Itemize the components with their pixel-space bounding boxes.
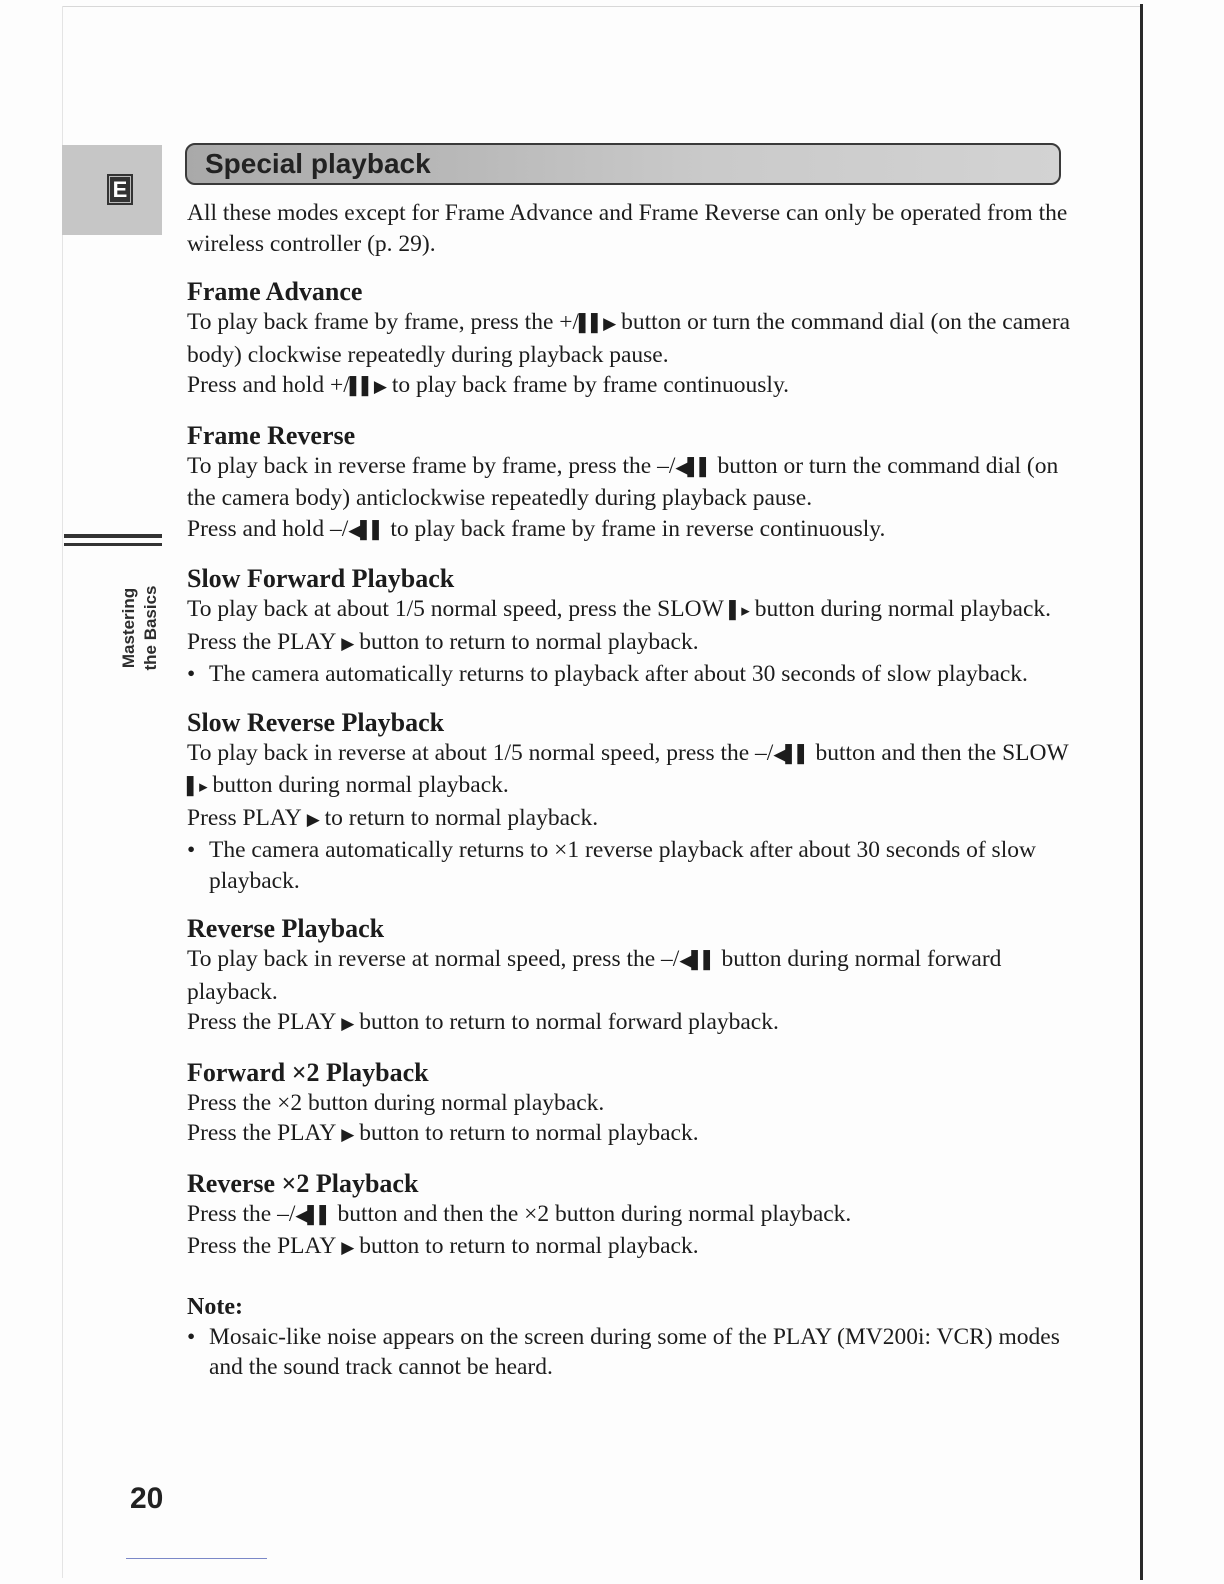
section-banner — [185, 143, 1061, 185]
section-frame-reverse — [187, 421, 1075, 547]
section-frame-advance — [187, 277, 1075, 403]
play-icon: ▶ — [341, 633, 354, 654]
slow-reverse-text: To play back in reverse at about 1/5 normal speed, press the –/◀▌▌ button and then the SLOW ▌▸ button during normal playback. — [187, 739, 1069, 798]
intro-text: All these modes except for Frame Advance and Frame Reverse can only be operated from the wireless controller (p. 29). — [187, 200, 1068, 257]
heading-frame-advance: Frame Advance — [187, 277, 363, 306]
chapter-label-line2: the Basics — [141, 585, 160, 671]
section-slow-forward — [187, 564, 1075, 690]
side-rule-top — [64, 534, 162, 538]
frame-reverse-hold-text: Press and hold –/◀▌▌ to play back frame by frame in reverse continuously. — [187, 515, 886, 542]
heading-reverse: Reverse Playback — [187, 914, 385, 943]
slow-icon: ▌▸ — [187, 777, 207, 797]
scan-left-edge — [62, 6, 63, 1578]
reverse-text: To play back in reverse at normal speed, press the –/◀▌▌ button during normal forward playback. — [187, 946, 1002, 1005]
heading-reverse-x2: Reverse ×2 Playback — [187, 1168, 419, 1198]
scan-right-edge — [1140, 4, 1143, 1580]
play-icon: ▶ — [306, 809, 319, 830]
note-bullet: • Mosaic-like noise appears on the screen during some of the PLAY (MV200i: VCR) modes and the sound track cannot be heard. — [187, 1322, 1075, 1383]
frame-advance-icon: ▌▌▶ — [349, 377, 386, 397]
heading-note: Note: — [187, 1293, 243, 1320]
frame-reverse-icon: ◀▌▌ — [348, 520, 385, 541]
side-rule-bottom — [64, 543, 162, 546]
frame-reverse-icon: ◀▌▌ — [679, 951, 716, 971]
slow-reverse-return-text: Press PLAY ▶ to return to normal playback. — [187, 804, 599, 831]
slow-forward-return-text: Press the PLAY ▶ button to return to normal playback. — [187, 628, 699, 655]
slow-reverse-bullet: • The camera automatically returns to ×1 reverse playback after about 30 seconds of slow playback. — [187, 835, 1075, 896]
play-icon: ▶ — [341, 1125, 354, 1145]
section-reverse — [187, 914, 1075, 1040]
page-number: 20 — [130, 1482, 164, 1515]
forward-x2-text: Press the ×2 button during normal playback. — [187, 1089, 605, 1116]
frame-reverse-text: To play back in reverse frame by frame, press the –/◀▌▌ button or turn the command dial (on the camera body) anticlockwise repeatedly during playback pause. — [187, 452, 1059, 511]
main-content — [187, 198, 1075, 1383]
play-icon: ▶ — [341, 1014, 354, 1034]
reverse-x2-text: Press the –/◀▌▌ button and then the ×2 button during normal playback. — [187, 1200, 852, 1227]
frame-advance-hold-text: Press and hold +/▌▌▶ to play back frame by frame continuously. — [187, 372, 790, 398]
language-tab-letter: E — [107, 174, 133, 205]
reverse-x2-return-text: Press the PLAY ▶ button to return to normal playback. — [187, 1233, 699, 1259]
frame-reverse-icon: ◀▌▌ — [675, 457, 712, 478]
heading-frame-reverse: Frame Reverse — [187, 420, 356, 450]
heading-slow-reverse: Slow Reverse Playback — [187, 707, 445, 737]
frame-reverse-icon: ◀▌▌ — [773, 744, 810, 765]
slow-forward-text: To play back at about 1/5 normal speed, press the SLOW ▌▸ button during normal playback. — [187, 596, 1052, 622]
section-note — [187, 1292, 1075, 1383]
section-title: Special playback — [205, 148, 431, 179]
section-forward-x2 — [187, 1058, 1075, 1151]
section-slow-reverse — [187, 708, 1075, 897]
play-icon: ▶ — [341, 1238, 354, 1258]
chapter-side-label — [118, 573, 162, 683]
forward-x2-return-text: Press the PLAY ▶ button to return to normal playback. — [187, 1120, 699, 1146]
bottom-rule — [126, 1558, 267, 1559]
scan-top-edge — [62, 6, 1142, 7]
slow-forward-bullet: • The camera automatically returns to playback after about 30 seconds of slow playback. — [187, 659, 1075, 690]
chapter-label-line1: Mastering — [119, 587, 138, 669]
frame-advance-icon: ▌▌▶ — [579, 314, 616, 334]
section-reverse-x2 — [187, 1169, 1075, 1264]
heading-slow-forward: Slow Forward Playback — [187, 564, 455, 593]
frame-reverse-icon: ◀▌▌ — [295, 1205, 332, 1226]
heading-forward-x2: Forward ×2 Playback — [187, 1057, 429, 1087]
frame-advance-text: To play back frame by frame, press the +/▌▌▶ button or turn the command dial (on the camera body) clockwise repeatedly during playback pause. — [187, 309, 1071, 368]
slow-icon: ▌▸ — [729, 601, 749, 621]
reverse-return-text: Press the PLAY ▶ button to return to normal forward playback. — [187, 1009, 779, 1035]
